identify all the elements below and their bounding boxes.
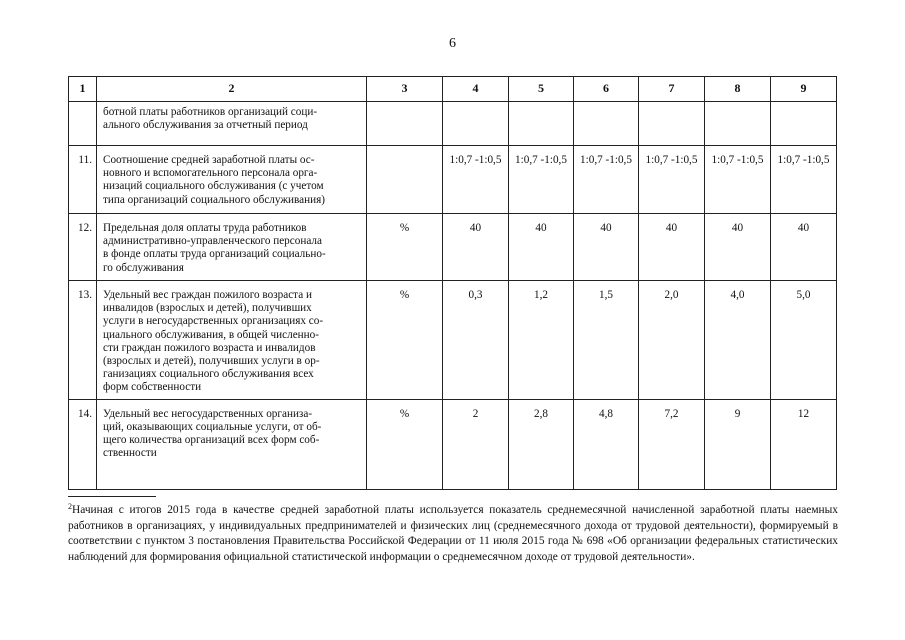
value-cell <box>443 102 509 146</box>
column-header: 3 <box>367 77 443 102</box>
table-row <box>69 102 837 146</box>
text-line: 1:0,7 - <box>580 154 610 166</box>
value-cell <box>639 281 705 400</box>
text-line: ального обслуживания за отчетный период <box>103 119 308 132</box>
text-line: 1:0,5 <box>806 154 830 166</box>
unit-cell <box>367 146 443 214</box>
column-header: 8 <box>705 77 771 102</box>
text-line: 40 <box>665 222 678 234</box>
value-cell <box>639 399 705 489</box>
text-line: 1:0,5 <box>544 154 567 166</box>
indicator-text <box>97 399 367 489</box>
value-cell <box>705 281 771 400</box>
value-cell <box>574 146 639 214</box>
text-line: циального обслуживания, в общей численно- <box>103 328 319 341</box>
text-line: 1:0,5 <box>674 154 698 166</box>
text-line: 1:0,7 - <box>777 154 807 166</box>
value-cell <box>771 281 837 400</box>
text-line: ганизациях социального обслуживания всех <box>103 368 314 381</box>
value-cell <box>574 102 639 146</box>
row-number: 11. <box>69 146 97 214</box>
column-header: 2 <box>97 77 367 102</box>
text-line: 1:0,5 <box>478 154 502 166</box>
text-line: 40 <box>535 222 547 234</box>
page-number: 6 <box>449 36 456 51</box>
text-line: 12 <box>797 407 810 420</box>
unit-cell: % <box>367 214 443 281</box>
indicator-text <box>97 281 367 400</box>
value-cell <box>443 146 509 214</box>
row-number <box>69 102 97 146</box>
text-line: 1,5 <box>599 289 613 301</box>
text-line: 4,0 <box>730 289 745 301</box>
footnote-mark: 2 <box>68 502 72 511</box>
text-line: в фонде оплаты труда организаций социально- <box>103 248 326 261</box>
indicators-table <box>68 76 837 490</box>
text-line: 1:0,7 - <box>449 154 479 166</box>
text-line: Удельный вес граждан пожилого возраста и <box>103 289 312 301</box>
value-cell <box>509 102 574 146</box>
indicator-text <box>97 146 367 214</box>
text-line: 9 <box>734 407 741 420</box>
text-line: низаций социального обслуживания (с учетом <box>103 180 324 193</box>
text-line: 2,0 <box>664 289 679 301</box>
column-header: 4 <box>443 77 509 102</box>
unit-cell <box>367 102 443 146</box>
row-number: 13. <box>69 281 97 400</box>
text-line: ций, оказывающих социальные услуги, от об- <box>103 420 322 433</box>
text-line: 40 <box>600 222 612 234</box>
table-row <box>69 281 837 400</box>
value-cell <box>574 214 639 281</box>
value-cell <box>705 146 771 214</box>
value-cell <box>639 146 705 214</box>
text-line: типа организаций социального обслуживания) <box>103 193 325 206</box>
value-cell <box>509 399 574 489</box>
value-cell <box>705 102 771 146</box>
text-line: инвалидов (взрослых и детей), получивших <box>103 302 312 315</box>
column-header: 6 <box>574 77 639 102</box>
value-cell <box>639 102 705 146</box>
text-line: административно-управленческого персонала <box>103 235 322 248</box>
text-line: щего количества организаций всех форм соб- <box>103 434 320 447</box>
value-cell <box>509 214 574 281</box>
text-line: 2,8 <box>534 407 548 420</box>
text-line: го обслуживания <box>103 261 184 274</box>
text-line: Соотношение средней заработной платы ос- <box>103 154 315 166</box>
text-line: новного и вспомогательного персонала орга- <box>103 167 318 180</box>
value-cell <box>639 214 705 281</box>
unit-cell: % <box>367 281 443 400</box>
text-line: 40 <box>731 222 744 234</box>
text-line: 7,2 <box>664 407 679 420</box>
indicator-text <box>97 214 367 281</box>
text-line: форм собственности <box>103 381 202 394</box>
value-cell <box>509 281 574 400</box>
text-line: сти граждан пожилого возраста и инвалидов <box>103 341 316 354</box>
text-line: 5,0 <box>796 289 811 301</box>
value-cell <box>771 214 837 281</box>
row-number: 12. <box>69 214 97 281</box>
value-cell <box>443 281 509 400</box>
value-cell <box>574 281 639 400</box>
value-cell <box>705 399 771 489</box>
text-line: 1:0,7 - <box>645 154 675 166</box>
column-header: 1 <box>69 77 97 102</box>
table-header-row <box>69 77 837 102</box>
text-line: услуги в негосударственных организациях со- <box>103 315 324 328</box>
unit-cell: % <box>367 399 443 489</box>
text-line: 1:0,7 - <box>711 154 741 166</box>
value-cell <box>705 214 771 281</box>
text-line: ботной платы работников организаций соци- <box>103 106 318 118</box>
row-number: 14. <box>69 399 97 489</box>
footnote <box>68 499 838 565</box>
footnote-divider <box>68 496 156 497</box>
text-line: 0,3 <box>468 289 483 301</box>
column-header: 5 <box>509 77 574 102</box>
text-line: (взрослых и детей), получивших услуги в ор- <box>103 355 320 368</box>
text-line: 4,8 <box>599 407 613 420</box>
text-line: Предельная доля оплаты труда работников <box>103 222 307 234</box>
text-line: 1,2 <box>534 289 548 301</box>
text-line: 1:0,5 <box>740 154 764 166</box>
text-line: Удельный вес негосударственных организа- <box>103 407 313 420</box>
text-line: 40 <box>797 222 810 234</box>
footnote-text: Начиная с итогов 2015 года в качестве средней заработной платы используется показатель среднемесячной начисленной заработной платы наемных работников в организациях, у индивидуальных предпринимателей и физических лиц (среднемесячного дохода от трудовой деятельности), формируемый в соответствии с пунктом 3 постановления Правительства Российской Федерации от 11 июля 2015 года № 698 «Об организации федеральных статистических наблюдений для формирования официальной статистической информации о среднемесячном доходе от трудовой деятельности». <box>68 504 838 563</box>
table-row <box>69 399 837 489</box>
table-row <box>69 146 837 214</box>
value-cell <box>771 399 837 489</box>
table-row <box>69 214 837 281</box>
value-cell <box>443 214 509 281</box>
value-cell <box>771 146 837 214</box>
text-line: 1:0,5 <box>609 154 632 166</box>
value-cell <box>771 102 837 146</box>
value-cell <box>574 399 639 489</box>
indicator-text <box>97 102 367 146</box>
column-header: 9 <box>771 77 837 102</box>
text-line: ственности <box>103 447 157 460</box>
column-header: 7 <box>639 77 705 102</box>
text-line: 2 <box>472 407 479 420</box>
text-line: 40 <box>469 222 482 234</box>
value-cell <box>509 146 574 214</box>
text-line: 1:0,7 - <box>515 154 545 166</box>
value-cell <box>443 399 509 489</box>
